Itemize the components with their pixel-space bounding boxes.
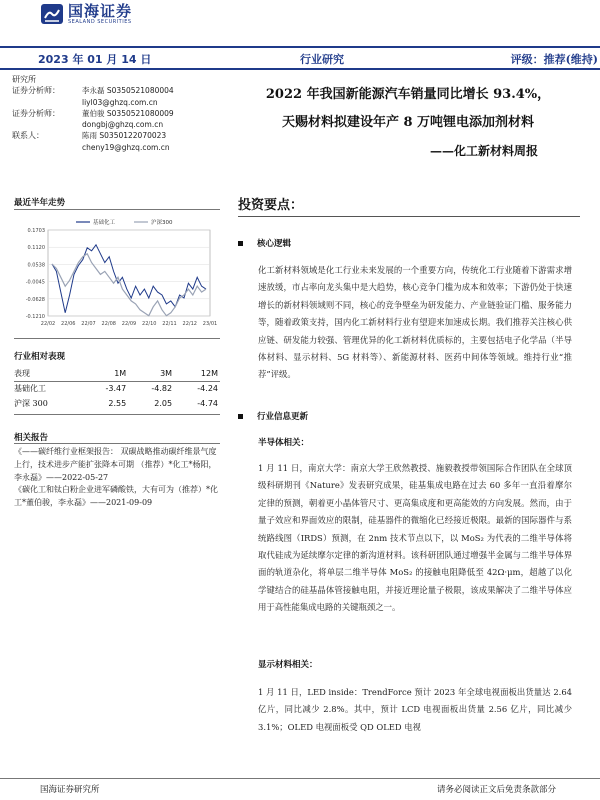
table-row: 基础化工 -3.47 -4.82 -4.24: [14, 384, 218, 394]
analyst-row: [12, 97, 232, 108]
x-tick-label: 23/01: [202, 321, 218, 327]
performance-heading: 行业相对表现: [14, 352, 66, 362]
series-line-chemical: [52, 245, 206, 313]
divider: [14, 338, 220, 339]
core-logic-heading: 核心逻辑: [238, 237, 291, 249]
title-line-2: 天赐材料拟建设年产 8 万吨锂电添加剂材料: [281, 115, 535, 130]
divider: [14, 209, 220, 210]
y-tick-label: -0.1210: [25, 314, 45, 320]
core-logic-paragraph: 化工新材料领域是化工行业未来发展的一个重要方向，传统化工行业随着下游需求增速放缓，市占率向龙头集中是大趋势，核心竞争门槛为成本和效率；下游仍处于快速增长的新材料领域则不同，核心的竞争壁垒为研发能力、产业链验证门槛、服务能力等，随着政策支持，国内化工新材料行业有望迎来加速成长期。我们推荐关注核心供应链、研发能力较强、管理优异的化工新材料优质标的，主要包括电子化学品（半导体材料、显示材料、5G 材料等）、新能源材料、医药中间体等领域。维持行业“推荐”评级。: [258, 265, 572, 380]
trend-chart: [14, 212, 220, 334]
bullet-square-icon: [238, 241, 243, 246]
x-tick-label: 22/12: [182, 321, 197, 327]
analyst-row: 证券分析师： 董伯骏 S0350521080009: [12, 108, 174, 118]
analyst-email[interactable]: dongbj@ghzq.com.cn: [82, 120, 164, 130]
x-tick-label: 22/11: [162, 321, 177, 327]
performance-table: [14, 366, 220, 411]
x-tick-label: 22/10: [142, 321, 157, 327]
report-title: [238, 86, 578, 159]
report-header-bar: [0, 46, 600, 70]
report-rating: 评级：推荐(维持): [510, 53, 598, 66]
x-tick-label: 22/06: [61, 321, 76, 327]
legend-label: 基础化工: [93, 220, 116, 226]
table-row: 沪深 300 2.55 2.05 -4.74: [14, 399, 218, 408]
x-tick-label: 22/02: [40, 321, 56, 327]
x-tick-label: 22/09: [121, 321, 137, 327]
title-line-1: 2022 年我国新能源汽车销量同比增长 93.4%，: [265, 87, 551, 102]
report-subtitle: ——化工新材料周报: [429, 144, 538, 158]
semiconductor-heading: 半导体相关：: [258, 438, 310, 448]
display-materials-paragraph: 1 月 11 日，LED inside：TrendForce 预计 2023 年全球电视面板出货量达 2.64 亿片，同比减少 2.8%。其中，预计 LCD 电视面板出货量 2.56 亿片，同比减少 3.1%；OLED 电视面板受 QD OLED 电视: [258, 687, 572, 732]
logo-text-cn: 国海证券: [68, 1, 133, 20]
page-footer: [0, 778, 600, 800]
bullet-square-icon: [238, 414, 243, 419]
plot-frame: [48, 230, 210, 316]
logo-text-en: SEALAND SECURITIES: [68, 18, 132, 25]
divider: [14, 443, 220, 444]
divider: [14, 414, 220, 415]
related-report-link[interactable]: 《——碳纤维行业框架报告： 双碳战略推动碳纤维景气度上行，技术进步产能扩张降本可期 （推荐）*化工*杨阳，李永磊》——2022-05-27: [14, 447, 217, 482]
divider: [238, 216, 580, 217]
report-date: 2023 年 01 月 14 日: [38, 53, 152, 66]
analyst-row: [12, 119, 232, 130]
analyst-row: [12, 142, 232, 153]
semiconductor-paragraph: 1 月 11 日，南京大学：南京大学王欣然教授、施毅教授带领国际合作团队在全球顶级科研期刊《Nature》发表研究成果，硅基集成电路在过去 60 多年一直沿着摩尔定律的预测，朝着更小晶体管尺寸、更高集成度和更高能效的方向发展。然而，由于量子效应和界面效应的限制，硅基器件的微缩化已经接近极限。最新的国际器件与系统路线图（IRDS）预测，在 2nm 技术节点以下，以 MoS₂ 为代表的二维半导体将取代硅成为延续摩尔定律的新沟道材料。该科研团队通过增强半金属与二维半导体界面的轨道杂化，将单层二维半导体 MoS₂ 的接触电阻降低至 42Ω·μm，超越了以化学键结合的硅基晶体管接触电阻，并接近理论量子极限，该成果解决了二维半导体应用于高性能集成电路的关键瓶颈之一。: [258, 463, 572, 613]
related-report-link[interactable]: 《碳化工和钛白粉企业进军磷酸铁，大有可为（推荐）*化工*董伯骏，李永磊》——2021-09-09: [14, 485, 218, 508]
legend-label: 沪深300: [151, 220, 173, 226]
y-tick-label: 0.1703: [27, 228, 45, 234]
table-header-row: 表现 1M 3M 12M: [14, 366, 220, 381]
key-points-title: 投资要点：: [238, 198, 304, 213]
institute-label: 研究所: [12, 75, 36, 84]
sealand-logo-icon: [40, 3, 64, 25]
footer-institute: 国海证券研究所: [40, 785, 100, 795]
trend-chart-svg: [14, 212, 220, 334]
analyst-row: 联系人： 陈雨 S0350122070023: [12, 131, 167, 141]
y-tick-label: 0.0538: [27, 262, 45, 269]
news-heading: 行业信息更新: [238, 410, 308, 422]
related-reports: [14, 446, 220, 510]
y-tick-label: -0.0045: [25, 279, 45, 286]
y-tick-label: 0.1120: [27, 245, 45, 252]
report-category: 行业研究: [300, 53, 344, 66]
analyst-row: 证券分析师： 李永磊 S0350521080004: [12, 86, 174, 96]
company-logo: [40, 3, 132, 25]
analyst-email[interactable]: liyl03@ghzq.com.cn: [82, 97, 158, 107]
analyst-email[interactable]: cheny19@ghzq.com.cn: [82, 142, 170, 152]
series-line-hs300: [52, 254, 206, 316]
x-tick-label: 22/08: [101, 321, 116, 327]
related-heading: 相关报告: [14, 433, 49, 443]
display-materials-heading: 显示材料相关：: [258, 660, 318, 670]
y-tick-label: -0.0628: [25, 296, 45, 303]
analyst-info: [12, 74, 232, 153]
footer-disclaimer: 请务必阅读正文后免责条款部分: [436, 785, 556, 795]
x-tick-label: 22/07: [81, 321, 96, 327]
trend-heading: 最近半年走势: [14, 198, 66, 208]
